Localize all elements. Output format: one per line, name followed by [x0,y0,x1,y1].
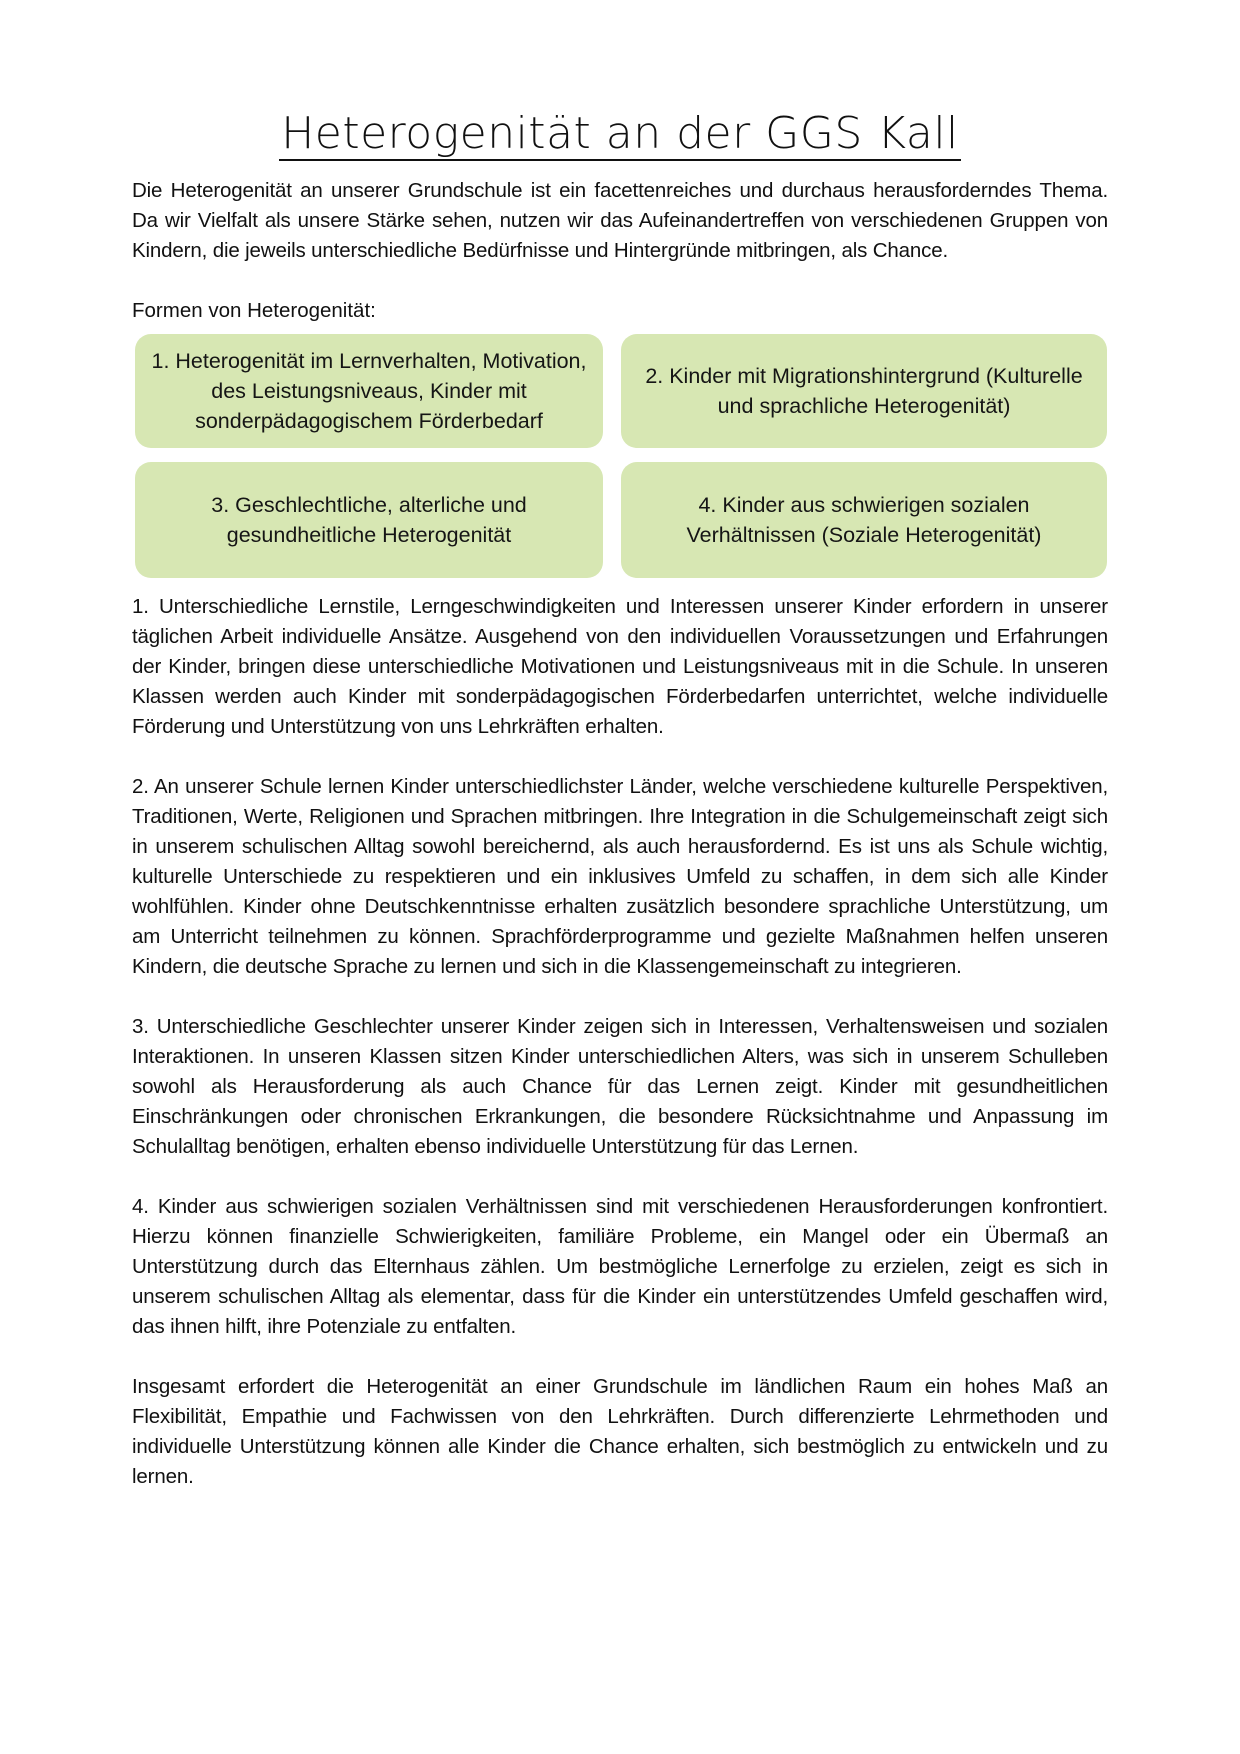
conclusion-paragraph: Insgesamt erfordert die Heterogenität an einer Grundschule im ländlichen Raum ein hohes Maß an Flexibilität, Empathie und Fachwissen von den Lehrkräften. Durch differenzierte Lehrmethoden und individuelle Unterstützung können alle Kinder die Chance erhalten, sich bestmöglich zu entwickeln und zu lernen. [132,1375,1108,1488]
forms-heading: Formen von Heterogenität: [132,299,376,322]
form-box-migration: 2. Kinder mit Migrationshintergrund (Kulturelle und sprachliche Heterogenität) [621,334,1107,448]
forms-grid [135,334,1108,578]
form-box-gender-age-health: 3. Geschlechtliche, alterliche und gesundheitliche Heterogenität [135,462,603,578]
form-box-learning: 1. Heterogenität im Lernverhalten, Motivation, des Leistungsniveaus, Kinder mit sonderpädagogischem Förderbedarf [135,334,603,448]
section-paragraph-1: 1. Unterschiedliche Lernstile, Lerngeschwindigkeiten und Interessen unserer Kinder erfordern in unserer täglichen Arbeit individuelle Ansätze. Ausgehend von den individuellen Voraussetzungen und Erfahrungen der Kinder, bringen diese unterschiedliche Motivationen und Leistungsniveaus mit in die Schule. In unseren Klassen werden auch Kinder mit sonderpädagogischen Förderbedarfen unterrichtet, welche individuelle Förderung und Unterstützung von uns Lehrkräften erhalten. [132,595,1108,738]
page-title-text: Heterogenität an der GGS Kall [281,108,959,159]
section-paragraph-3: 3. Unterschiedliche Geschlechter unserer Kinder zeigen sich in Interessen, Verhaltensweisen und sozialen Interaktionen. In unseren Klassen sitzen Kinder unterschiedlichen Alters, was sich in unserem Schulleben sowohl als Herausforderung als auch Chance für das Lernen zeigt. Kinder mit gesundheitlichen Einschränkungen oder chronischen Erkrankungen, die besondere Rücksichtnahme und Anpassung im Schulalltag benötigen, erhalten ebenso individuelle Unterstützung für das Lernen. [132,1015,1108,1158]
section-paragraph-2: 2. An unserer Schule lernen Kinder unterschiedlichster Länder, welche verschiedene kulturelle Perspektiven, Traditionen, Werte, Religionen und Sprachen mitbringen. Ihre Integration in die Schulgemeinschaft zeigt sich in unserem schulischen Alltag sowohl bereichernd, als auch herausfordernd. Es ist uns als Schule wichtig, kulturelle Unterschiede zu respektieren und ein inklusives Umfeld zu schaffen, in dem sich alle Kinder wohlfühlen. Kinder ohne Deutschkenntnisse erhalten zusätzlich besondere sprachliche Unterstützung, um am Unterricht teilnehmen zu können. Sprachförderprogramme und gezielte Maßnahmen helfen unseren Kindern, die deutsche Sprache zu lernen und sich in die Klassengemeinschaft zu integrieren. [132,775,1108,978]
form-box-social: 4. Kinder aus schwierigen sozialen Verhältnissen (Soziale Heterogenität) [621,462,1107,578]
spacer [132,1342,1108,1372]
spacer [132,1162,1108,1192]
section-paragraph-4: 4. Kinder aus schwierigen sozialen Verhältnissen sind mit verschiedenen Herausforderungen konfrontiert. Hierzu können finanzielle Schwierigkeiten, familiäre Probleme, ein Mangel oder ein Übermaß an Unterstützung durch das Elternhaus zählen. Um bestmögliche Lernerfolge zu erzielen, zeigt es sich in unserem schulischen Alltag als elementar, dass für die Kinder ein unterstützendes Umfeld geschaffen wird, das ihnen hilft, ihre Potenziale zu entfalten. [132,1195,1108,1338]
page-title [132,106,1108,162]
intro-paragraph: Die Heterogenität an unserer Grundschule ist ein facettenreiches und durchaus herausforderndes Thema. Da wir Vielfalt als unsere Stärke sehen, nutzen wir das Aufeinandertreffen von verschiedenen Gruppen von Kindern, die jeweils unterschiedliche Bedürfnisse und Hintergründe mitbringen, als Chance. [132,179,1108,262]
spacer [132,266,1108,296]
spacer [132,742,1108,772]
document-page [132,106,1108,1492]
spacer [132,982,1108,1012]
